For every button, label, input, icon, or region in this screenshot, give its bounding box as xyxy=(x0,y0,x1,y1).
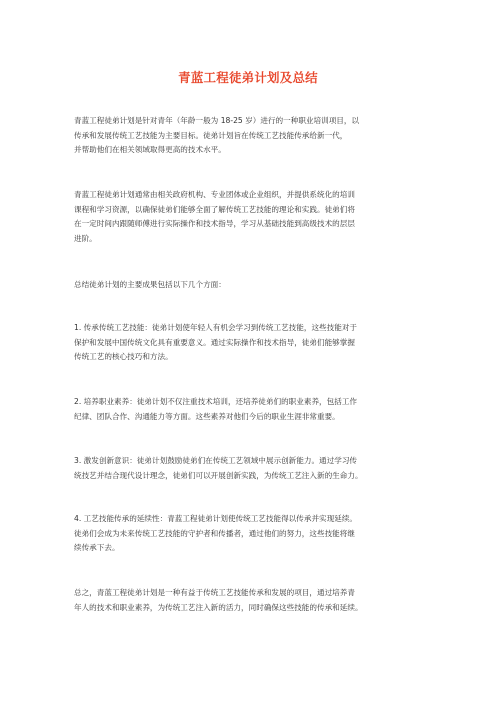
paragraph-summary-intro xyxy=(74,278,444,293)
paragraph-point-4 xyxy=(74,512,444,556)
text-line: 传统工艺的核心技巧和方法。 xyxy=(74,352,173,361)
paragraph-intro xyxy=(74,114,444,158)
paragraph-organization xyxy=(74,188,444,246)
text-line: 课程和学习资源，以确保徒弟们能够全面了解传统工艺技能的理论和实践。徒弟们将 xyxy=(74,204,355,214)
paragraph-point-2 xyxy=(74,395,444,424)
text-line: 3. 激发创新意识：徒弟计划鼓励徒弟们在传统工艺领域中展示创新能力。通过学习传 xyxy=(74,456,358,465)
text-line: 2. 培养职业素养：徒弟计划不仅注重技术培训，还培养徒弟们的职业素养，包括工作 xyxy=(74,397,358,406)
text-line: 年人的技术和职业素养，为传统工艺注入新的活力，同时确保这些技能的传承和延续。 xyxy=(74,602,363,612)
text-line: 青蓝工程徒弟计划是针对青年（年龄一般为 18-25 岁）进行的一种职业培训项目，以 xyxy=(74,116,360,125)
document-title: 青蓝工程徒弟计划及总结 xyxy=(178,70,318,85)
text-line: 总结徒弟计划的主要成果包括以下几个方面： xyxy=(74,280,226,289)
text-line: 进阶。 xyxy=(74,233,97,243)
text-line: 在一定时间内跟随师傅进行实际操作和技术指导，学习从基础技能到高级技术的层层 xyxy=(74,219,355,228)
text-line: 纪律、团队合作、沟通能力等方面。这些素养对他们今后的职业生涯非常重要。 xyxy=(74,411,340,421)
text-line: 青蓝工程徒弟计划通常由相关政府机构、专业团体或企业组织，并提供系统化的培训 xyxy=(74,190,355,199)
paragraph-point-1 xyxy=(74,321,444,365)
text-line: 并帮助他们在相关领域取得更高的技术水平。 xyxy=(74,145,226,154)
text-line: 1. 传承传统工艺技能：徒弟计划使年轻人有机会学习到传统工艺技能，这些技能对于 xyxy=(74,323,358,332)
text-line: 徒弟们会成为未来传统工艺技能的守护者和传播者，通过他们的努力，这些技能将继 xyxy=(74,528,355,538)
paragraph-point-3 xyxy=(74,454,444,483)
text-line: 总之，青蓝工程徒弟计划是一种有益于传统工艺技能传承和发展的项目，通过培养青 xyxy=(74,588,355,597)
text-line: 续传承下去。 xyxy=(74,543,120,552)
text-line: 传承和发展传统工艺技能为主要目标。徒弟计划旨在传统工艺技能传承给新一代， xyxy=(74,130,348,140)
text-line: 保护和发展中国传统文化具有重要意义。通过实际操作和技术指导，徒弟们能够掌握 xyxy=(74,337,355,347)
text-line: 4. 工艺技能传承的延续性：青蓝工程徒弟计划使传统工艺技能得以传承并实现延续。 xyxy=(74,514,358,523)
paragraph-conclusion xyxy=(74,586,444,615)
text-line: 统技艺并结合现代设计理念，徒弟们可以开展创新实践，为传统工艺注入新的生命力。 xyxy=(74,470,363,480)
